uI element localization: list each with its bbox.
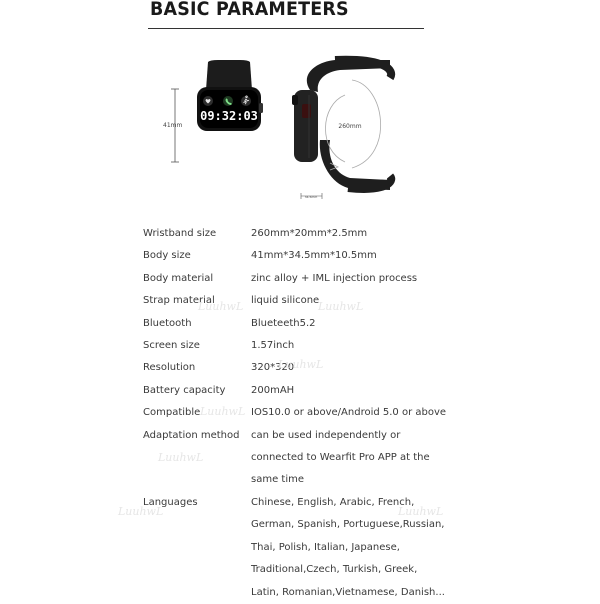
spec-label: Compatible: [143, 407, 201, 419]
spec-value-line: 260mm*20mm*2.5mm: [251, 228, 368, 239]
spec-row: [143, 223, 463, 245]
spec-value-line: Latin, Romanian,Vietnamese, Danish...: [251, 586, 445, 598]
height-label: 41mm: [163, 122, 183, 129]
watch-side-view: [292, 60, 391, 190]
watermark: LuuhwL: [198, 300, 244, 313]
spec-value-line: 320*320: [251, 362, 295, 374]
spec-label: Languages: [143, 496, 198, 508]
watermark: LuuhwL: [398, 505, 444, 518]
watermark: LuuhwL: [200, 405, 246, 418]
spec-row: [143, 245, 463, 267]
watch-dimension-figure: [0, 0, 600, 210]
spec-value: [251, 425, 463, 492]
spec-row: [143, 402, 463, 424]
watermark: LuuhwL: [278, 358, 324, 371]
spec-value-line: Traditional,Czech, Turkish, Greek,: [251, 564, 418, 576]
spec-value: [251, 402, 463, 424]
spec-value: [251, 268, 463, 290]
watermark: LuuhwL: [158, 451, 204, 464]
spec-value-line: 41mm*34.5mm*10.5mm: [251, 250, 377, 262]
spec-value: [251, 335, 463, 357]
watermark: LuuhwL: [118, 505, 164, 518]
spec-value: [251, 245, 463, 267]
spec-label: Body material: [143, 272, 214, 284]
spec-value-line: 200mAH: [251, 384, 295, 396]
spec-row: [143, 290, 463, 312]
spec-value-line: Blueteeth5.2: [251, 317, 316, 329]
spec-label: Adaptation method: [143, 429, 240, 441]
spec-value-line: German, Spanish, Portuguese,Russian,: [251, 519, 445, 531]
spec-value-line: Thai, Polish, Italian, Japanese,: [251, 541, 400, 553]
spec-value-line: same time: [251, 474, 305, 486]
spec-value-line: 1.57inch: [251, 340, 295, 352]
watermark: LuuhwL: [318, 300, 364, 313]
spec-row: [143, 335, 463, 357]
page-title: BASIC PARAMETERS: [150, 0, 349, 20]
spec-value-line: zinc alloy + IML injection process: [251, 272, 418, 284]
spec-label: Battery capacity: [143, 384, 226, 396]
spec-label: Wristband size: [143, 228, 217, 239]
spec-label: Strap material: [143, 295, 215, 307]
watch-clock: 09:32:03: [200, 109, 258, 123]
spec-row: [143, 313, 463, 335]
circumference-label: 260mm: [338, 123, 362, 130]
spec-value: [251, 313, 463, 335]
spec-value-line: can be used independently or: [251, 429, 401, 441]
spec-value-line: IOS10.0 or above/Android 5.0 or above: [251, 407, 447, 419]
spec-value-line: Chinese, English, Arabic, French,: [251, 496, 415, 508]
spec-label: Resolution: [143, 362, 196, 374]
width-dimension: [301, 193, 322, 199]
phone-icon: [223, 96, 233, 106]
spec-value-line: connected to Wearfit Pro APP at the: [251, 452, 430, 464]
spec-value-line: liquid silicone: [251, 295, 320, 307]
watch-front-view: [197, 60, 263, 131]
height-dimension: [163, 89, 182, 162]
spec-value: [251, 380, 463, 402]
spec-label: Screen size: [143, 340, 200, 352]
spec-value: [251, 223, 463, 245]
spec-row: [143, 380, 463, 402]
spec-row: [143, 268, 463, 290]
spec-label: Body size: [143, 250, 191, 262]
width-label: 34.5mm: [304, 195, 318, 199]
spec-table: [143, 223, 463, 604]
spec-label: Bluetooth: [143, 317, 192, 329]
